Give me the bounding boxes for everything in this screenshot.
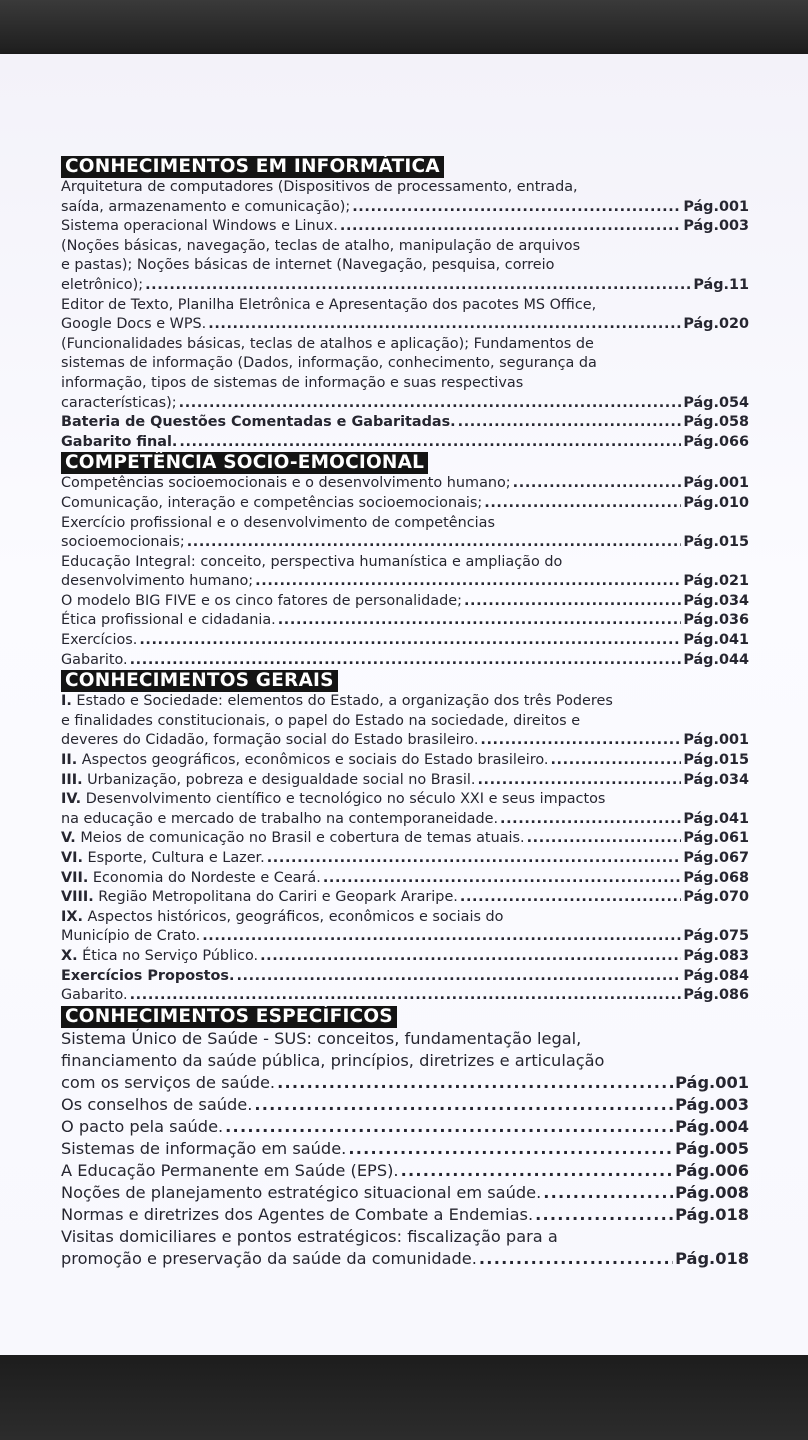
toc-entry-text: socioemocionais; — [61, 534, 185, 551]
toc-entry-final-line — [61, 1204, 749, 1226]
dot-leader — [208, 315, 681, 335]
toc-entry — [61, 474, 749, 494]
toc-entry-final-line — [61, 1094, 749, 1116]
toc-entry-title — [61, 1160, 399, 1182]
toc-entry — [61, 514, 749, 553]
toc-entry — [61, 1028, 749, 1094]
toc-entry — [61, 888, 749, 908]
dot-leader — [484, 494, 681, 514]
toc-entry-title — [61, 849, 265, 869]
toc-entry-final-line — [61, 1072, 749, 1094]
dot-leader — [535, 1204, 673, 1226]
page-number: Pág.003 — [683, 218, 749, 235]
toc-entry-text: e finalidades constitucionais, o papel do Estado na sociedade, direitos e — [61, 712, 581, 729]
toc-entry-text: Sistemas de informação em saúde. — [61, 1138, 347, 1158]
dot-leader — [348, 1138, 673, 1160]
toc-entry-text-line — [61, 1226, 749, 1248]
toc-entry-text: (Noções básicas, navegação, teclas de atalho, manipulação de arquivos — [61, 237, 581, 254]
page-number: Pág.001 — [683, 732, 749, 749]
dot-leader — [202, 927, 681, 947]
toc-entry-final-line — [61, 611, 749, 631]
toc-entry — [61, 849, 749, 869]
toc-entry-list — [61, 178, 749, 452]
toc-entry-text-line — [61, 1028, 749, 1050]
toc-entry-final-line — [61, 394, 749, 414]
dot-leader — [352, 198, 681, 218]
toc-entry-text: deveres do Cidadão, formação social do Estado brasileiro. — [61, 732, 479, 749]
dot-leader — [130, 651, 682, 671]
page-number: Pág.001 — [675, 1072, 749, 1092]
toc-entry-title — [61, 751, 548, 771]
toc-entry-text: Competências socioemocionais e o desenvolvimento humano; — [61, 475, 511, 492]
toc-entry-text: Sistema operacional Windows e Linux. — [61, 218, 338, 235]
dot-leader — [277, 1072, 673, 1094]
toc-entry-title — [61, 592, 462, 612]
toc-entry — [61, 494, 749, 514]
toc-entry-text-line — [61, 790, 749, 810]
section-title: CONHECIMENTOS GERAIS — [61, 670, 338, 692]
dot-leader — [225, 1116, 673, 1138]
toc-entry-text-line — [61, 712, 749, 732]
toc-entry — [61, 751, 749, 771]
page-number: Pág.066 — [683, 433, 749, 450]
toc-entry-text: com os serviços de saúde. — [61, 1072, 276, 1092]
dot-leader — [179, 394, 682, 414]
toc-entry-text: Ética profissional e cidadania. — [61, 612, 276, 629]
toc-entry — [61, 651, 749, 671]
dot-leader — [267, 849, 682, 869]
background-bottom — [0, 1355, 808, 1440]
toc-entry-text: Aspectos geográficos, econômicos e sociais do Estado brasileiro. — [81, 752, 549, 769]
toc-entry-final-line — [61, 651, 749, 671]
toc-entry-title — [61, 572, 253, 592]
toc-entry-title — [61, 533, 185, 553]
page-number: Pág.070 — [683, 889, 749, 906]
dot-leader — [527, 829, 682, 849]
dot-leader — [179, 433, 681, 453]
page-number: Pág.001 — [683, 475, 749, 492]
roman-numeral: VII. — [61, 869, 89, 886]
dot-leader — [460, 888, 681, 908]
toc-entry-text-line — [61, 296, 749, 316]
roman-numeral: I. — [61, 693, 72, 710]
toc-entry-title — [61, 631, 137, 651]
toc-entry-text: informação, tipos de sistemas de informação e suas respectivas — [61, 374, 524, 391]
toc-entry-title — [61, 315, 206, 335]
toc-entry-final-line — [61, 888, 749, 908]
page-number: Pág.018 — [675, 1204, 749, 1224]
toc-section — [61, 670, 749, 1006]
toc-entry-text: Educação Integral: conceito, perspectiva humanística e ampliação do — [61, 553, 563, 570]
page-number: Pág.058 — [683, 414, 749, 431]
toc-entry-text: Economia do Nordeste e Ceará. — [92, 869, 321, 886]
toc-entry-text: Desenvolvimento científico e tecnológico no século XXI e seus impactos — [85, 791, 606, 808]
toc-entry-title — [61, 276, 143, 296]
toc-entry — [61, 829, 749, 849]
toc-entry-title — [61, 1138, 346, 1160]
roman-numeral: VIII. — [61, 889, 94, 906]
toc-entry-text: Esporte, Cultura e Lazer. — [87, 850, 265, 866]
toc-entry-text: Meios de comunicação no Brasil e cobertura de temas atuais. — [80, 830, 525, 847]
toc-entry-final-line — [61, 533, 749, 553]
dot-leader — [187, 533, 682, 553]
dot-leader — [500, 810, 681, 830]
toc-entry — [61, 986, 749, 1006]
toc-entry-text: Exercícios. — [61, 632, 138, 649]
toc-entry-title — [61, 198, 350, 218]
section-title: CONHECIMENTOS ESPECÍFICOS — [61, 1006, 397, 1028]
toc-entry-final-line — [61, 967, 749, 987]
toc-entry-text: Editor de Texto, Planilha Eletrônica e Apresentação dos pacotes MS Office, — [61, 296, 597, 313]
toc-entry-title — [61, 771, 475, 791]
toc-entry-final-line — [61, 494, 749, 514]
toc-entry-final-line — [61, 572, 749, 592]
toc-entry-text: Arquitetura de computadores (Dispositivos de processamento, entrada, — [61, 179, 578, 195]
toc-entry-final-line — [61, 810, 749, 830]
toc-entry — [61, 237, 749, 296]
toc-entry-text: Urbanização, pobreza e desigualdade social no Brasil. — [87, 771, 476, 788]
page-number: Pág.067 — [683, 850, 749, 866]
toc-entry-title — [61, 474, 511, 494]
toc-entry — [61, 1094, 749, 1116]
page-number: Pág.075 — [683, 928, 749, 945]
toc-section — [61, 1006, 749, 1270]
dot-leader — [480, 731, 681, 751]
toc-entry-text: Exercício profissional e o desenvolvimento de competências — [61, 514, 495, 531]
toc-entry-text: Estado e Sociedade: elementos do Estado, a organização dos três Poderes — [76, 693, 613, 710]
toc-entry — [61, 553, 749, 592]
toc-entry-text-line — [61, 1050, 749, 1072]
toc-entry-final-line — [61, 631, 749, 651]
toc-entry-text: características); — [61, 394, 177, 411]
toc-entry-final-line — [61, 1182, 749, 1204]
toc-entry-final-line — [61, 829, 749, 849]
page-number: Pág.010 — [683, 494, 749, 511]
toc-entry-text: Google Docs e WPS. — [61, 316, 207, 333]
toc-entry-final-line — [61, 1116, 749, 1138]
toc-entry-text-line — [61, 374, 749, 394]
dot-leader — [464, 592, 681, 612]
toc-entry-text: Bateria de Questões Comentadas e Gabaritadas. — [61, 414, 456, 431]
toc-entry-text: O pacto pela saúde. — [61, 1116, 224, 1136]
toc-entry-text: saída, armazenamento e comunicação); — [61, 198, 351, 215]
toc-entry-final-line — [61, 315, 749, 335]
dot-leader — [278, 611, 682, 631]
dot-leader — [550, 751, 681, 771]
page-number: Pág.020 — [683, 316, 749, 333]
toc-entry-text: A Educação Permanente em Saúde (EPS). — [61, 1160, 399, 1180]
page-number: Pág.061 — [683, 830, 749, 847]
toc-entry-title — [61, 217, 338, 237]
dot-leader — [477, 771, 681, 791]
page-number: Pág.018 — [675, 1248, 749, 1268]
roman-numeral: VI. — [61, 850, 83, 866]
toc-entry-text-line — [61, 335, 749, 355]
toc-entry-title — [61, 1116, 223, 1138]
toc-entry-final-line — [61, 1248, 749, 1270]
toc-entry-text: na educação e mercado de trabalho na contemporaneidade. — [61, 810, 499, 827]
toc-entry — [61, 433, 749, 453]
toc-entry-text-line — [61, 514, 749, 534]
toc-entry-text-line — [61, 908, 749, 928]
toc-entry-text: Comunicação, interação e competências socioemocionais; — [61, 494, 483, 511]
toc-section — [61, 156, 749, 452]
dot-leader — [340, 217, 681, 237]
dot-leader — [260, 947, 681, 967]
toc-entry-title — [61, 494, 482, 514]
section-title: COMPETÊNCIA SOCIO-EMOCIONAL — [61, 452, 428, 474]
toc-entry — [61, 1226, 749, 1270]
toc-entry-text: Ética no Serviço Público. — [82, 947, 259, 964]
toc-entry-text: Região Metropolitana do Cariri e Geopark Araripe. — [98, 889, 458, 906]
toc-entry-final-line — [61, 771, 749, 791]
toc-entry-text: Gabarito. — [61, 987, 128, 1004]
toc-entry — [61, 1116, 749, 1138]
page-number: Pág.036 — [683, 612, 749, 629]
toc-entry-text: sistemas de informação (Dados, informação, conhecimento, segurança da — [61, 355, 597, 372]
toc-entry-text-line — [61, 553, 749, 573]
dot-leader — [145, 276, 691, 296]
toc-entry-text-line — [61, 237, 749, 257]
toc-entry-final-line — [61, 947, 749, 967]
toc-entry — [61, 790, 749, 829]
toc-entry-final-line — [61, 413, 749, 433]
toc-entry-title — [61, 986, 128, 1006]
toc-entry-final-line — [61, 1160, 749, 1182]
page-number: Pág.001 — [683, 198, 749, 215]
toc-entry-final-line — [61, 751, 749, 771]
toc-entry-final-line — [61, 849, 749, 869]
toc-entry-text: eletrônico); — [61, 276, 144, 293]
toc-entry — [61, 967, 749, 987]
toc-entry-text: Aspectos históricos, geográficos, econômicos e sociais do — [87, 908, 504, 925]
page-number: Pág.086 — [683, 987, 749, 1004]
toc-entry-text: Gabarito. — [61, 651, 128, 668]
toc-entry-title — [61, 810, 498, 830]
toc-entry-title — [61, 394, 177, 414]
toc-entry — [61, 1204, 749, 1226]
toc-entry-title — [61, 611, 276, 631]
page-number: Pág.034 — [683, 771, 749, 788]
toc-entry-list — [61, 692, 749, 1006]
page-number: Pág.008 — [675, 1182, 749, 1202]
toc-entry-text-line — [61, 178, 749, 198]
page-number: Pág.021 — [683, 573, 749, 590]
toc-entry-final-line — [61, 276, 749, 296]
toc-entry-text-line — [61, 354, 749, 374]
toc-entry — [61, 178, 749, 217]
page-number: Pág.004 — [675, 1116, 749, 1136]
dot-leader — [323, 869, 682, 889]
dot-leader — [139, 631, 681, 651]
toc-entry-final-line — [61, 217, 749, 237]
dot-leader — [254, 1094, 673, 1116]
toc-entry-text: financiamento da saúde pública, princípios, diretrizes e articulação — [61, 1050, 605, 1070]
page-number: Pág.005 — [675, 1138, 749, 1158]
toc-entry-text: Os conselhos de saúde. — [61, 1094, 253, 1114]
page-number: Pág.015 — [683, 534, 749, 551]
roman-numeral: V. — [61, 830, 76, 847]
toc-entry-text: O modelo BIG FIVE e os cinco fatores de personalidade; — [61, 592, 462, 609]
toc-entry-final-line — [61, 592, 749, 612]
toc-entry-final-line — [61, 198, 749, 218]
page-number: Pág.068 — [683, 869, 749, 886]
toc-entry — [61, 1160, 749, 1182]
dot-leader — [513, 474, 682, 494]
dot-leader — [543, 1182, 673, 1204]
toc-entry-text: Noções de planejamento estratégico situacional em saúde. — [61, 1182, 542, 1202]
toc-section — [61, 452, 749, 670]
toc-entry-title — [61, 888, 458, 908]
toc-entry-title — [61, 433, 177, 453]
toc-entry — [61, 947, 749, 967]
toc-entry-title — [61, 869, 321, 889]
toc-entry-title — [61, 413, 456, 433]
dot-leader — [236, 967, 681, 987]
toc-entry-title — [61, 1072, 275, 1094]
toc-entry-text: desenvolvimento humano; — [61, 573, 254, 590]
dot-leader — [130, 986, 682, 1006]
toc-entry-title — [61, 1094, 252, 1116]
roman-numeral: II. — [61, 752, 78, 769]
toc-entry-list — [61, 474, 749, 670]
toc-entry-title — [61, 1248, 477, 1270]
page-number: Pág.003 — [675, 1094, 749, 1114]
toc-entry-title — [61, 1182, 541, 1204]
page-number: Pág.084 — [683, 967, 749, 984]
toc-entry-final-line — [61, 927, 749, 947]
toc-entry — [61, 1138, 749, 1160]
dot-leader — [479, 1248, 673, 1270]
toc-entry-text: promoção e preservação da saúde da comunidade. — [61, 1248, 477, 1268]
toc-entry-text: Normas e diretrizes dos Agentes de Combate a Endemias. — [61, 1204, 534, 1224]
toc-entry-text-line — [61, 692, 749, 712]
toc-entry-title — [61, 947, 258, 967]
page-number: Pág.015 — [683, 752, 749, 769]
toc-entry-final-line — [61, 869, 749, 889]
toc-entry — [61, 1182, 749, 1204]
page-number: Pág.054 — [683, 394, 749, 411]
roman-numeral: IV. — [61, 791, 82, 808]
toc-entry-text: Visitas domiciliares e pontos estratégicos: fiscalização para a — [61, 1226, 558, 1246]
toc-entry — [61, 771, 749, 791]
toc-entry-text-line — [61, 256, 749, 276]
toc-entry-text: Gabarito final. — [61, 433, 178, 450]
toc-entry-final-line — [61, 731, 749, 751]
toc-entry — [61, 631, 749, 651]
toc-entry-final-line — [61, 1138, 749, 1160]
toc-entry-title — [61, 829, 525, 849]
toc-entry — [61, 592, 749, 612]
dot-leader — [401, 1160, 674, 1182]
toc-entry-title — [61, 731, 478, 751]
toc-entry — [61, 692, 749, 751]
page-number: Pág.034 — [683, 592, 749, 609]
toc-entry — [61, 413, 749, 433]
toc-entry-title — [61, 1204, 533, 1226]
toc-entry — [61, 611, 749, 631]
toc-entry-list — [61, 1028, 749, 1270]
toc-entry — [61, 296, 749, 335]
page-number: Pág.041 — [683, 632, 749, 649]
table-of-contents — [61, 156, 749, 1270]
toc-entry-text: Exercícios Propostos. — [61, 967, 235, 984]
roman-numeral: IX. — [61, 908, 83, 925]
page-number: Pág.11 — [693, 276, 749, 293]
toc-entry — [61, 869, 749, 889]
section-title: CONHECIMENTOS EM INFORMÁTICA — [61, 156, 444, 178]
page-number: Pág.006 — [675, 1160, 749, 1180]
page-number: Pág.041 — [683, 810, 749, 827]
page-number: Pág.083 — [683, 947, 749, 964]
toc-entry-text: e pastas); Noções básicas de internet (Navegação, pesquisa, correio — [61, 257, 555, 274]
page-number: Pág.044 — [683, 651, 749, 668]
toc-entry-text: Município de Crato. — [61, 928, 201, 945]
toc-entry-title — [61, 651, 128, 671]
toc-entry — [61, 908, 749, 947]
roman-numeral: III. — [61, 771, 83, 788]
dot-leader — [255, 572, 681, 592]
dot-leader — [458, 413, 682, 433]
toc-entry-text: Sistema Único de Saúde - SUS: conceitos, fundamentação legal, — [61, 1028, 582, 1048]
toc-entry-final-line — [61, 474, 749, 494]
toc-entry-final-line — [61, 433, 749, 453]
toc-entry-text: (Funcionalidades básicas, teclas de atalhos e aplicação); Fundamentos de — [61, 335, 594, 352]
toc-entry-final-line — [61, 986, 749, 1006]
roman-numeral: X. — [61, 947, 78, 964]
toc-entry — [61, 217, 749, 237]
toc-entry-title — [61, 967, 234, 987]
toc-entry — [61, 335, 749, 413]
toc-entry-title — [61, 927, 200, 947]
